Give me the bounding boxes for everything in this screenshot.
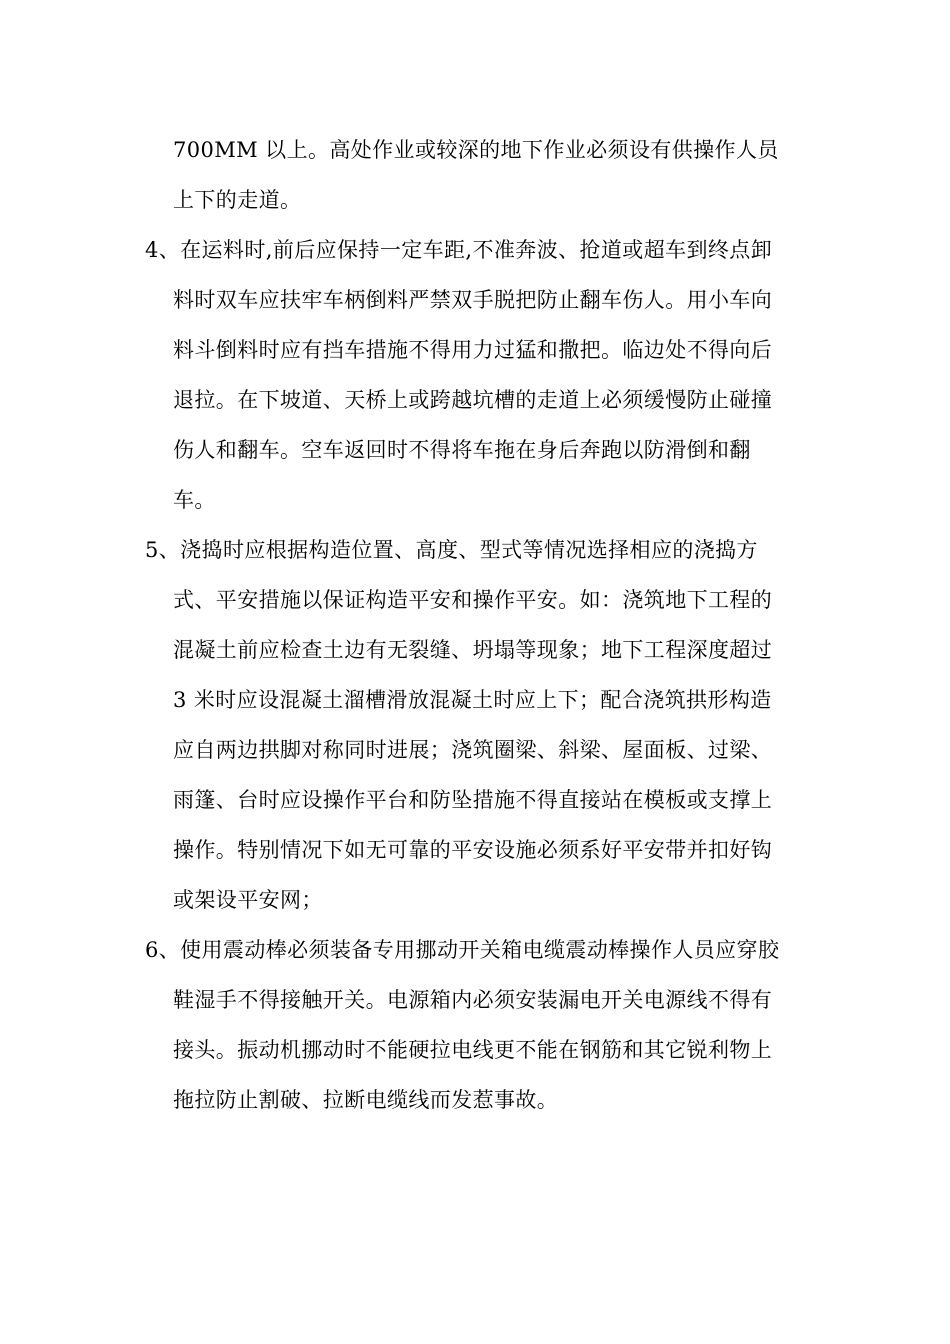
list-item-4-line: 4、在运料时,前后应保持一定车距,不准奔波、抢道或超车到终点卸 [145,238,773,262]
text-line: 伤人和翻车。空车返回时不得将车拖在身后奔跑以防滑倒和翻 [173,438,751,462]
list-item-6-line: 6、使用震动棒必须装备专用挪动开关箱电缆震动棒操作人员应穿胶 [145,938,780,962]
text-line: 混凝土前应检查土边有无裂缝、坍塌等现象；地下工程深度超过 [173,638,773,662]
text-line: 料时双车应扶牢车柄倒料严禁双手脱把防止翻车伤人。用小车向 [173,288,773,312]
text-line: 料斗倒料时应有挡车措施不得用力过猛和撒把。临边处不得向后 [173,338,773,362]
text-line: 或架设平安网； [173,888,323,912]
text-line: 退拉。在下坡道、天桥上或跨越坑槽的走道上必须缓慢防止碰撞 [173,388,773,412]
text-line: 应自两边拱脚对称同时进展；浇筑圈梁、斜梁、屋面板、过梁、 [173,738,773,762]
text-line: 700MM 以上。高处作业或较深的地下作业必须设有供操作人员 [173,138,779,162]
text-line: 式、平安措施以保证构造平安和操作平安。如：浇筑地下工程的 [173,588,773,612]
text-line: 操作。特别情况下如无可靠的平安设施必须系好平安带并扣好钩 [173,838,773,862]
text-line: 接头。振动机挪动时不能硬拉电线更不能在钢筋和其它锐利物上 [173,1038,773,1062]
text-line: 雨篷、台时应设操作平台和防坠措施不得直接站在模板或支撑上 [173,788,773,812]
text-line: 拖拉防止割破、拉断电缆线而发惹事故。 [173,1088,559,1112]
text-line: 上下的走道。 [173,188,302,212]
text-line: 鞋湿手不得接触开关。电源箱内必须安装漏电开关电源线不得有 [173,988,773,1012]
text-line: 3 米时应设混凝土溜槽滑放混凝土时应上下；配合浇筑拱形构造 [173,688,772,712]
list-item-5-line: 5、浇捣时应根据构造位置、高度、型式等情况选择相应的浇捣方 [145,538,758,562]
text-line: 车。 [173,488,216,512]
